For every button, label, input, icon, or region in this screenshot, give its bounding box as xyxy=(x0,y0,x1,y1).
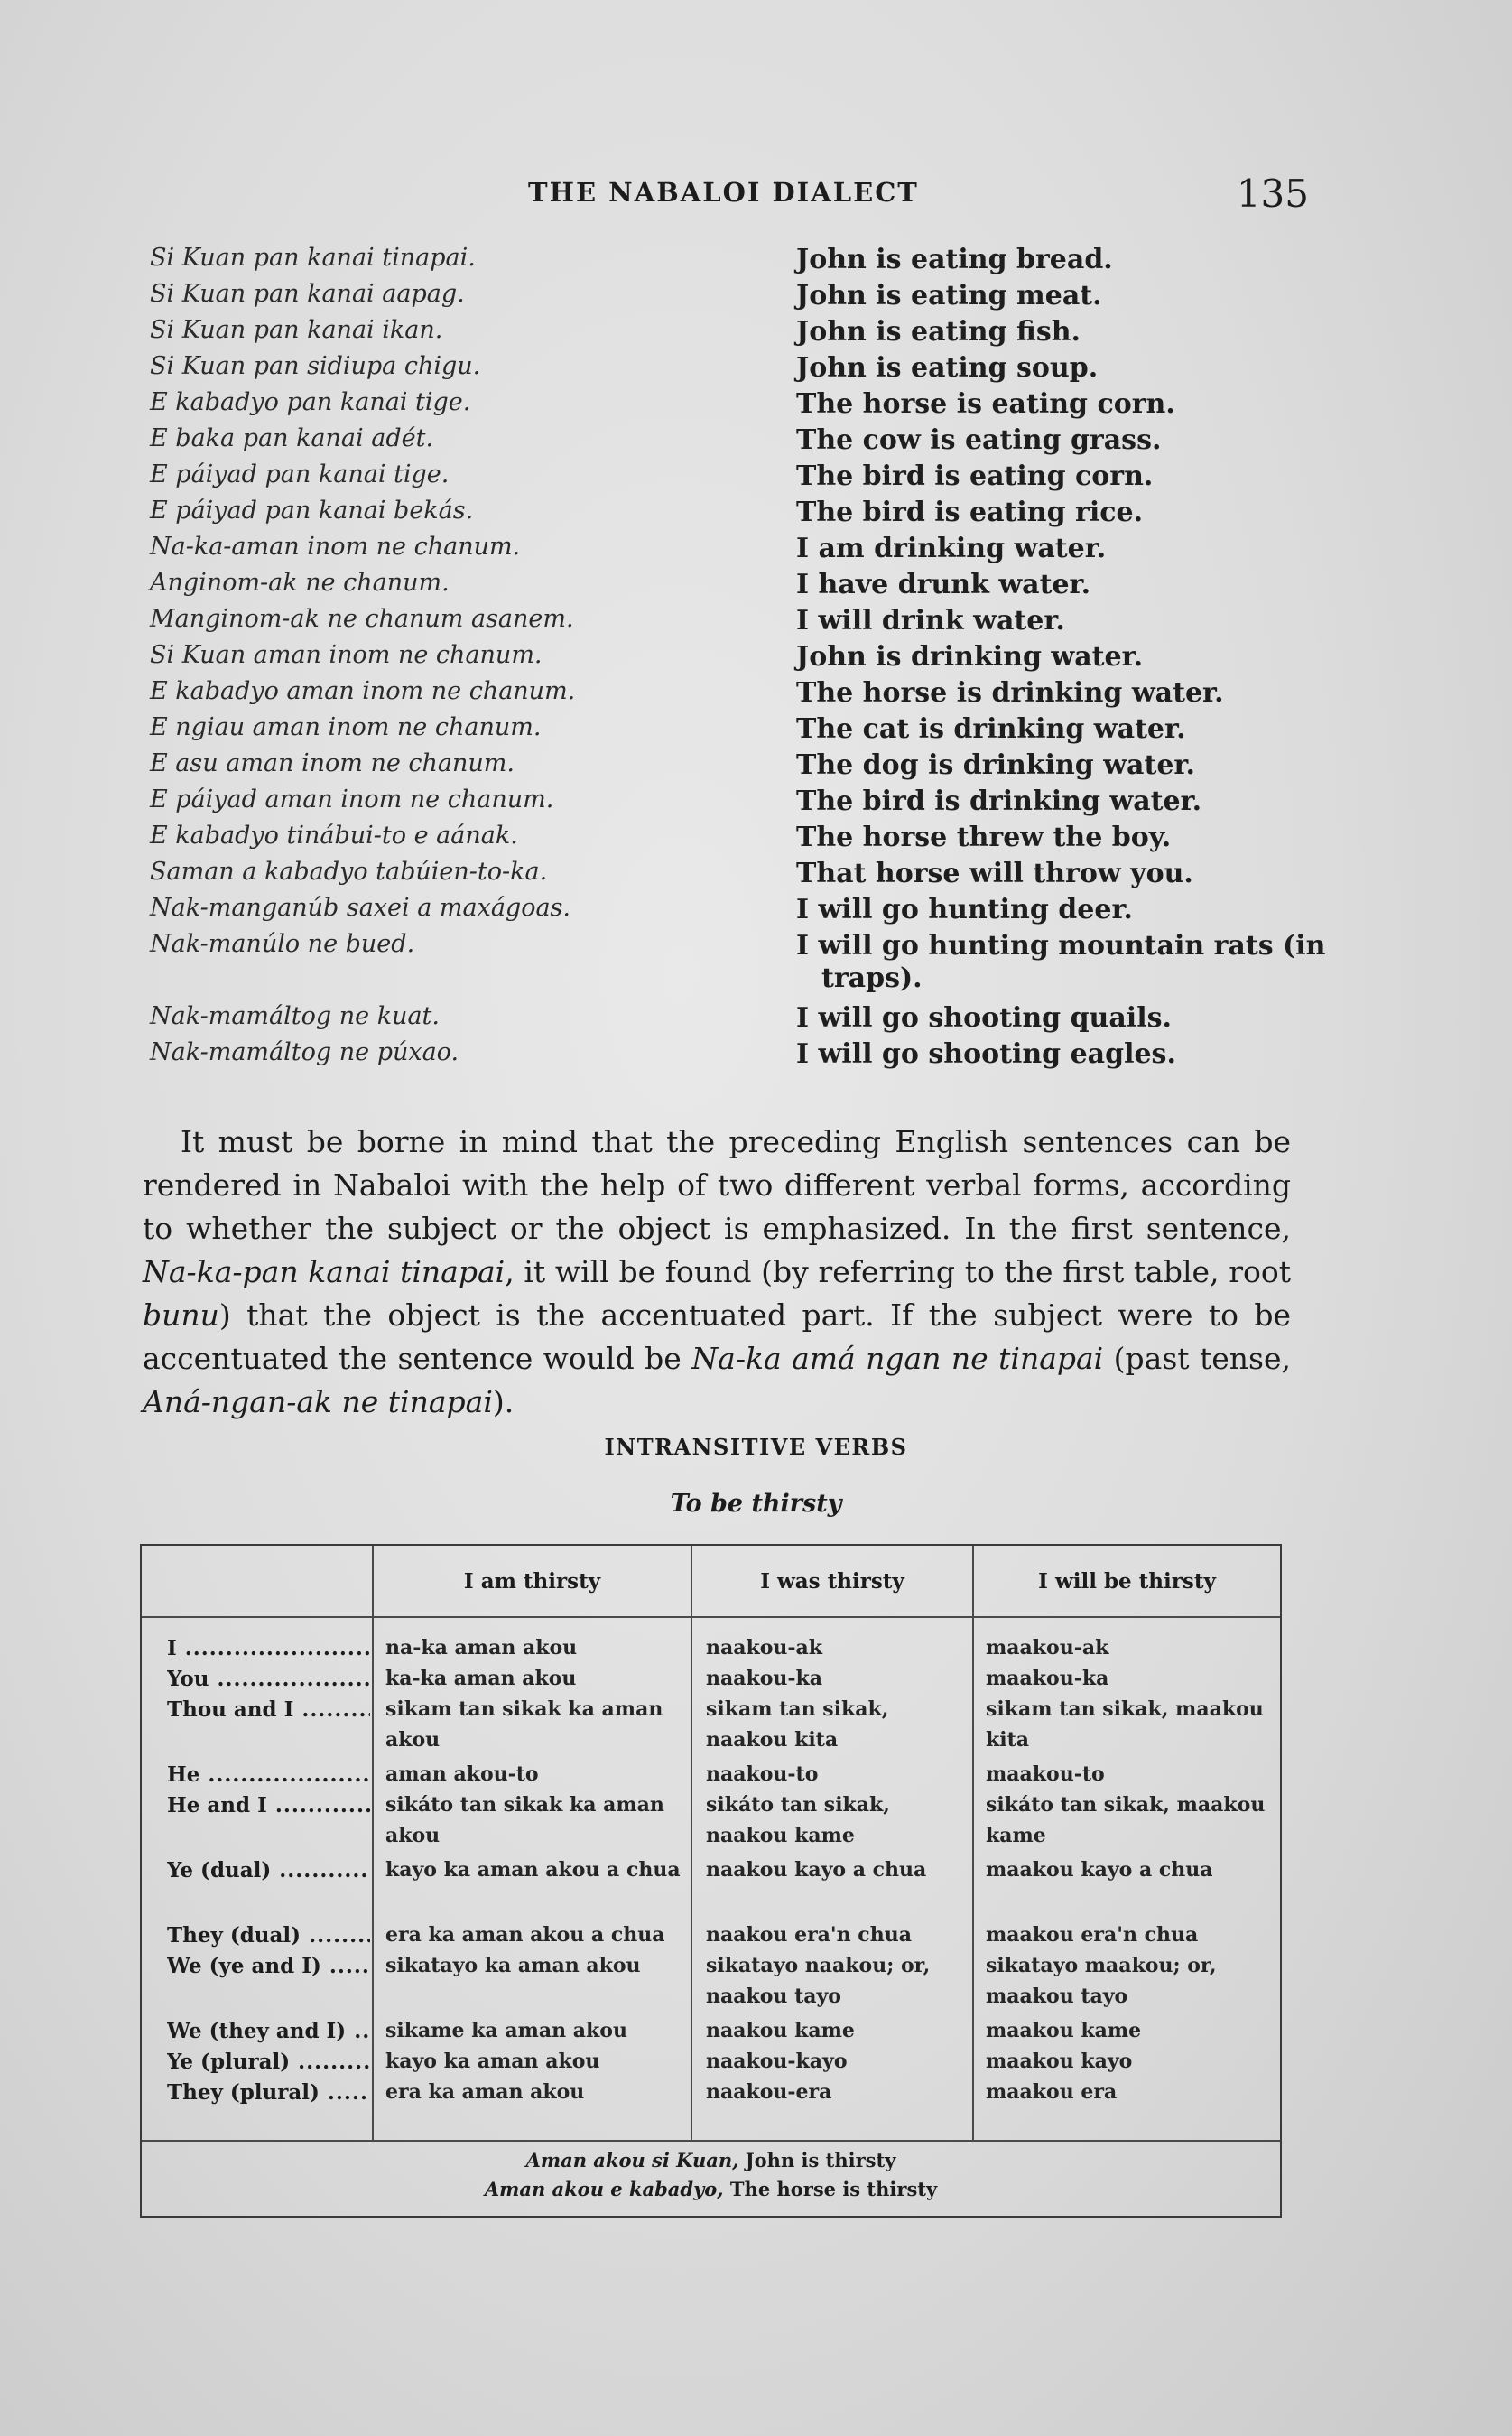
future-form: maakou kayo xyxy=(986,2050,1133,2073)
example-row xyxy=(144,822,1318,858)
english-translation: The dog is drinking water. xyxy=(796,749,1195,781)
example-row xyxy=(144,316,1318,352)
english-translation: I will go shooting quails. xyxy=(796,1002,1172,1034)
nabaloi-sentence: E asu aman inom ne chanum. xyxy=(150,749,515,777)
future-form: sikam tan sikak, maakou kita xyxy=(986,1697,1264,1752)
english-translation: John is drinking water. xyxy=(796,641,1144,673)
page-number: 135 xyxy=(1236,172,1309,216)
present-form: sikame ka aman akou xyxy=(385,2019,627,2042)
english-translation: John is eating soup. xyxy=(796,352,1099,384)
example-row xyxy=(144,605,1318,641)
past-form: naakou-ka xyxy=(706,1667,823,1690)
past-form: naakou-ak xyxy=(706,1636,823,1660)
english-translation: John is eating bread. xyxy=(796,244,1113,275)
present-form: sikáto tan sikak ka aman akou xyxy=(385,1793,664,1847)
table-footnote xyxy=(142,2178,1280,2200)
pronoun: They (plural) ..... xyxy=(167,2080,370,2105)
english-translation: The horse threw the boy. xyxy=(796,822,1172,853)
past-form: sikatayo naakou; or, naakou tayo xyxy=(706,1954,931,2008)
paragraph-text: , it will be found (by referring to the first table, root xyxy=(505,1254,1291,1289)
footnote-english: The horse is thirsty xyxy=(723,2178,938,2200)
example-row xyxy=(144,749,1318,786)
past-form: naakou-kayo xyxy=(706,2050,848,2073)
example-row xyxy=(144,894,1318,930)
past-form: naakou-to xyxy=(706,1762,819,1786)
present-form: era ka aman akou xyxy=(385,2080,585,2104)
english-translation: I will go hunting deer. xyxy=(796,894,1133,925)
nabaloi-sentence: E kabadyo aman inom ne chanum. xyxy=(150,677,576,705)
example-sentences xyxy=(144,244,1326,1074)
example-row xyxy=(144,713,1318,749)
example-row xyxy=(144,424,1318,460)
column-divider xyxy=(972,1546,974,2140)
paragraph-text: ). xyxy=(492,1384,515,1419)
paragraph-text: (past tense, xyxy=(1103,1341,1291,1376)
nabaloi-sentence: Na-ka-aman inom ne chanum. xyxy=(150,533,521,561)
pronoun: We (they and I) ..... xyxy=(167,2019,370,2043)
page-header xyxy=(144,172,1318,222)
example-row xyxy=(144,460,1318,497)
nabaloi-sentence: E páiyad pan kanai bekás. xyxy=(150,497,474,525)
paragraph-root: bunu xyxy=(143,1297,219,1333)
future-form: maakou era xyxy=(986,2080,1118,2104)
nabaloi-sentence: E ngiau aman inom ne chanum. xyxy=(150,713,542,741)
past-form: sikáto tan sikak, naakou kame xyxy=(706,1793,890,1847)
present-form: era ka aman akou a chua xyxy=(385,1923,665,1947)
future-form: maakou-ak xyxy=(986,1636,1109,1660)
example-row xyxy=(144,569,1318,605)
example-row xyxy=(144,641,1318,677)
future-form: maakou-ka xyxy=(986,1667,1109,1690)
nabaloi-sentence: Nak-manúlo ne bued. xyxy=(150,930,415,958)
table-subtitle: To be thirsty xyxy=(670,1490,842,1518)
future-form: maakou era'n chua xyxy=(986,1923,1199,1947)
example-row xyxy=(144,533,1318,569)
pronoun: You ..... xyxy=(167,1667,370,1691)
english-translation: I have drunk water. xyxy=(796,569,1091,600)
future-form: sikáto tan sikak, maakou kame xyxy=(986,1793,1266,1847)
column-header-present: I am thirsty xyxy=(463,1569,601,1594)
pronoun: Ye (plural) ..... xyxy=(167,2050,370,2074)
column-divider xyxy=(691,1546,692,2140)
running-head: THE NABALOI DIALECT xyxy=(528,177,919,208)
section-title: INTRANSITIVE VERBS xyxy=(604,1434,908,1460)
nabaloi-sentence: E páiyad aman inom ne chanum. xyxy=(150,786,554,814)
example-row xyxy=(144,1038,1318,1074)
nabaloi-sentence: Nak-manganúb saxei a maxágoas. xyxy=(150,894,571,922)
english-translation: John is eating fish. xyxy=(796,316,1081,348)
english-translation: The bird is eating corn. xyxy=(796,460,1154,492)
english-translation: The horse is eating corn. xyxy=(796,388,1175,420)
footnote-nabaloi: Aman akou e kabadyo, xyxy=(484,2178,724,2200)
present-form: sikatayo ka aman akou xyxy=(385,1954,641,1977)
english-translation: The bird is drinking water. xyxy=(796,786,1202,817)
example-row xyxy=(144,786,1318,822)
example-row xyxy=(144,352,1318,388)
example-row xyxy=(144,930,1326,1002)
example-row xyxy=(144,858,1318,894)
future-form: sikatayo maakou; or, maakou tayo xyxy=(986,1954,1217,2008)
present-form: kayo ka aman akou xyxy=(385,2050,600,2073)
present-form: kayo ka aman akou a chua xyxy=(385,1858,681,1882)
column-header-past: I was thirsty xyxy=(760,1569,904,1594)
nabaloi-sentence: Si Kuan pan kanai aapag. xyxy=(150,280,465,308)
header-divider xyxy=(142,1616,1280,1618)
future-form: maakou kame xyxy=(986,2019,1142,2042)
present-form: sikam tan sikak ka aman akou xyxy=(385,1697,663,1752)
footnote-nabaloi: Aman akou si Kuan, xyxy=(525,2149,739,2171)
present-form: na-ka aman akou xyxy=(385,1636,578,1660)
nabaloi-sentence: E kabadyo tinábui-to e aának. xyxy=(150,822,518,850)
english-translation: I will go shooting eagles. xyxy=(796,1038,1176,1070)
english-translation: That horse will throw you. xyxy=(796,858,1193,889)
conjugation-table xyxy=(140,1544,1282,2218)
pronoun: I ..... xyxy=(167,1636,370,1660)
english-translation: I will go hunting mountain rats (in traps). xyxy=(796,930,1326,994)
column-divider xyxy=(372,1546,374,2140)
nabaloi-sentence: E baka pan kanai adét. xyxy=(150,424,434,452)
example-row xyxy=(144,677,1318,713)
paragraph-example: Aná-ngan-ak ne tinapai xyxy=(143,1384,493,1419)
nabaloi-sentence: Si Kuan pan sidiupa chigu. xyxy=(150,352,481,380)
footnote-english: John is thirsty xyxy=(738,2149,896,2171)
past-form: naakou era'n chua xyxy=(706,1923,912,1947)
nabaloi-sentence: Manginom-ak ne chanum asanem. xyxy=(150,605,574,633)
nabaloi-sentence: E páiyad pan kanai tige. xyxy=(150,460,450,488)
past-form: naakou kame xyxy=(706,2019,855,2042)
english-translation: The cow is eating grass. xyxy=(796,424,1162,456)
english-translation: The horse is drinking water. xyxy=(796,677,1224,709)
example-row xyxy=(144,280,1318,316)
past-form: naakou kayo a chua xyxy=(706,1858,927,1882)
present-form: aman akou-to xyxy=(385,1762,539,1786)
example-row xyxy=(144,497,1318,533)
nabaloi-sentence: Nak-mamáltog ne púxao. xyxy=(150,1038,459,1066)
pronoun: Thou and I ..... xyxy=(167,1697,370,1722)
english-translation: The bird is eating rice. xyxy=(796,497,1144,528)
nabaloi-sentence: Si Kuan aman inom ne chanum. xyxy=(150,641,543,669)
english-translation: John is eating meat. xyxy=(796,280,1102,311)
nabaloi-sentence: E kabadyo pan kanai tige. xyxy=(150,388,471,416)
pronoun: They (dual) ..... xyxy=(167,1923,370,1948)
future-form: maakou kayo a chua xyxy=(986,1858,1213,1882)
english-translation: The cat is drinking water. xyxy=(796,713,1186,745)
table-footnote xyxy=(142,2149,1280,2171)
paragraph-example: Na-ka amá ngan ne tinapai xyxy=(691,1341,1104,1376)
example-row xyxy=(144,244,1318,280)
nabaloi-sentence: Anginom-ak ne chanum. xyxy=(150,569,450,597)
nabaloi-sentence: Si Kuan pan kanai ikan. xyxy=(150,316,443,344)
past-form: naakou-era xyxy=(706,2080,832,2104)
present-form: ka-ka aman akou xyxy=(385,1667,577,1690)
paragraph-text: ) that the object is the accentuated part. If the subject were to be accentuated the sentence would be xyxy=(143,1297,1291,1376)
paragraph-text: It must be borne in mind that the preceding English sentences can be rendered in Nabaloi with the help of two different verbal forms, according to whether the subject or the object is emphasized. In the first sentence, xyxy=(143,1124,1291,1246)
column-header-future: I will be thirsty xyxy=(1038,1569,1216,1594)
pronoun: Ye (dual) ..... xyxy=(167,1858,370,1883)
english-translation: I will drink water. xyxy=(796,605,1065,637)
english-translation: I am drinking water. xyxy=(796,533,1107,564)
future-form: maakou-to xyxy=(986,1762,1105,1786)
pronoun: We (ye and I) ..... xyxy=(167,1954,370,1978)
nabaloi-sentence: Nak-mamáltog ne kuat. xyxy=(150,1002,440,1030)
footer-divider xyxy=(142,2140,1280,2142)
pronoun: He and I ..... xyxy=(167,1793,370,1818)
past-form: sikam tan sikak, naakou kita xyxy=(706,1697,889,1752)
explanatory-paragraph xyxy=(143,1120,1291,1424)
example-row xyxy=(144,1002,1318,1038)
paragraph-example: Na-ka-pan kanai tinapai xyxy=(143,1254,506,1289)
pronoun: He ..... xyxy=(167,1762,370,1787)
example-row xyxy=(144,388,1318,424)
nabaloi-sentence: Saman a kabadyo tabúien-to-ka. xyxy=(150,858,548,886)
nabaloi-sentence: Si Kuan pan kanai tinapai. xyxy=(150,244,476,272)
